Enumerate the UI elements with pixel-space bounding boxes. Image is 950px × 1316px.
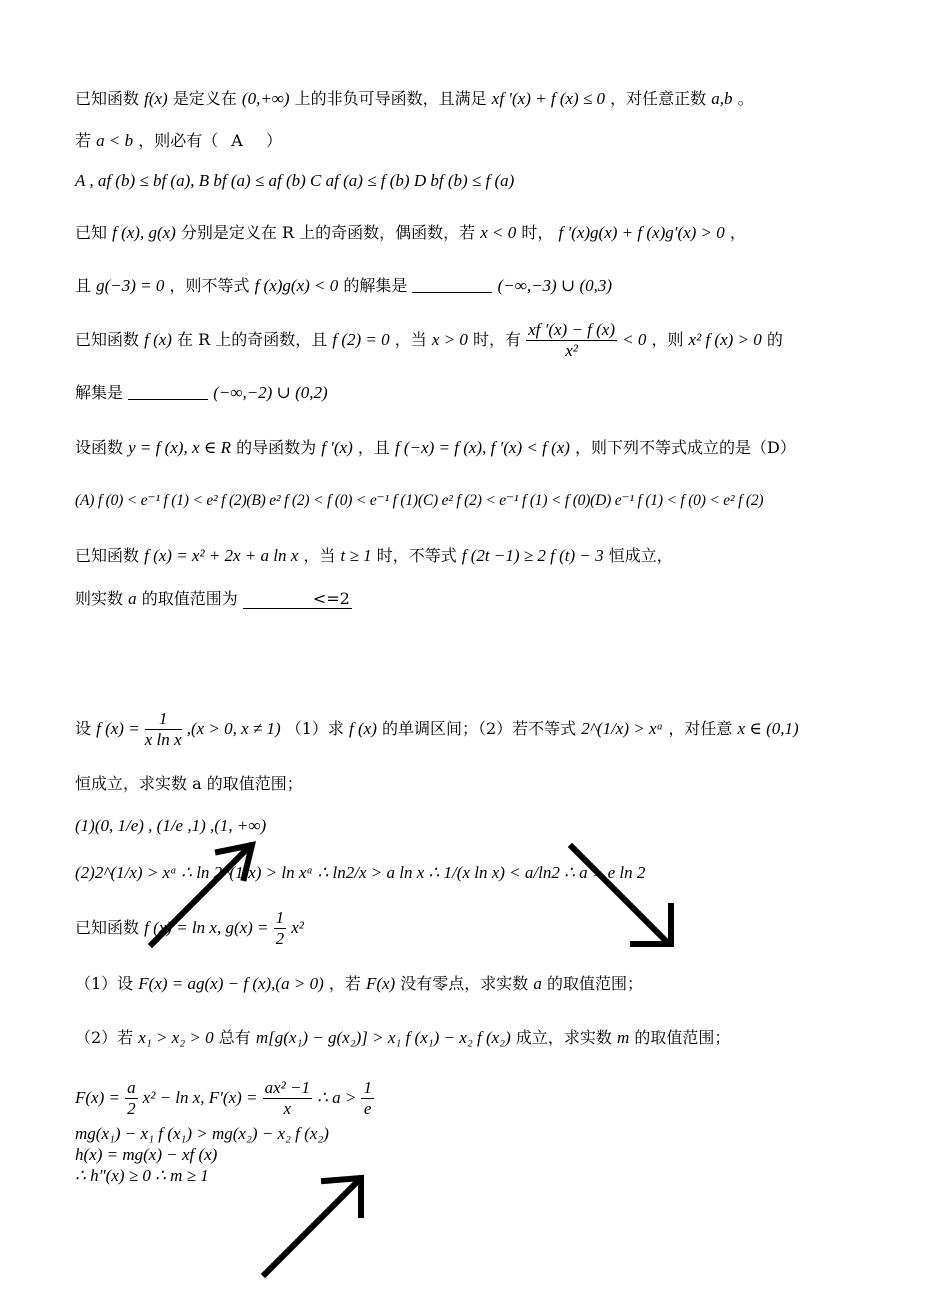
math: f (2) = 0 — [332, 330, 390, 349]
text: ， — [729, 223, 746, 242]
p7-solution2: mg(x₁) − x₁ f (x₁) > mg(x₂) − x₂ f (x₂) — [75, 1124, 329, 1143]
text: ，对任意正数 — [610, 89, 707, 108]
math: f ′(x)g(x) + f (x)g′(x) > 0 — [558, 223, 725, 242]
numerator: ax² −1 — [264, 1078, 310, 1097]
math: f (x) = — [96, 719, 140, 738]
denominator: x ln x — [144, 730, 182, 749]
math: y = f (x), x ∈ R — [128, 438, 231, 457]
math: f (x) = ln x, g(x) = — [144, 918, 269, 937]
math: g(−3) = 0 — [96, 276, 165, 295]
math: a — [533, 974, 542, 993]
p6-line2: 恒成立，求实数 a 的取值范围； — [75, 774, 303, 793]
p1-options: A , af (b) ≤ bf (a), B bf (a) ≤ af (b) C af (a) ≤ f (b) D bf (b) ≤ f (a) — [75, 171, 515, 190]
text: ，当 — [303, 546, 336, 565]
math: x² — [291, 918, 304, 937]
math: a,b — [711, 89, 733, 108]
text: ） — [265, 131, 282, 150]
text: 已知 — [75, 223, 108, 242]
text: 没有零点，求实数 — [400, 974, 529, 993]
text: （2）若 — [75, 1028, 134, 1047]
text: ，当 — [394, 330, 427, 349]
math: x² − ln x, F′(x) = — [142, 1088, 258, 1107]
math: < 0 — [622, 330, 647, 349]
math: xf ′(x) + f (x) ≤ 0 — [491, 89, 606, 108]
text: 时，有 — [472, 330, 521, 349]
text: 的导函数为 — [236, 438, 317, 457]
math: ,(x > 0, x ≠ 1) — [186, 719, 281, 738]
math: f (x) = x² + 2x + a ln x — [144, 546, 299, 565]
denominator: 2 — [127, 1099, 136, 1118]
math: t ≥ 1 — [340, 546, 372, 565]
math: ∴ a > — [317, 1088, 357, 1107]
text: 是定义在 — [172, 89, 237, 108]
math: x > 0 — [431, 330, 468, 349]
p7-solution3: h(x) = mg(x) − xf (x) — [75, 1145, 218, 1164]
text: 的解集是 — [343, 276, 408, 295]
text: 。 — [737, 89, 754, 108]
p6-solution2: (2)2^(1/x) > xᵃ ∴ ln 2^(1/x) > ln xᵃ ∴ ln2/x > a ln x ∴ 1/(x ln x) < a/ln2 ∴ a > e ln 2 — [75, 863, 646, 882]
math: f (2t −1) ≥ 2 f (t) − 3 — [461, 546, 604, 565]
text: 设函数 — [75, 438, 124, 457]
answer: A — [231, 131, 243, 150]
math: x < 0 — [480, 223, 517, 242]
text: ，则不等式 — [169, 276, 250, 295]
text: ，对任意 — [668, 719, 733, 738]
text: 若 — [75, 131, 92, 150]
text: 的取值范围； — [547, 974, 644, 993]
math: f (x) — [349, 719, 377, 738]
text: 的 — [766, 330, 783, 349]
answer: <=2 — [243, 589, 352, 609]
text: ，则必有（ — [138, 131, 219, 150]
text: （1）设 — [75, 974, 134, 993]
answer: (−∞,−3) ∪ (0,3) — [497, 276, 613, 295]
math: m — [616, 1028, 630, 1047]
math: a < b — [96, 131, 134, 150]
text: 的取值范围； — [634, 1028, 731, 1047]
math: f (x), g(x) — [112, 223, 176, 242]
math: (0,+∞) — [241, 89, 290, 108]
math: f(x) — [144, 89, 168, 108]
math: x₁ > x₂ > 0 — [138, 1028, 214, 1047]
math: x ∈ (0,1) — [737, 719, 799, 738]
numerator: a — [127, 1078, 136, 1097]
denominator: x² — [565, 341, 578, 360]
p7-solution4: ∴ h″(x) ≥ 0 ∴ m ≥ 1 — [75, 1166, 209, 1185]
text: 且 — [75, 276, 92, 295]
math: x² f (x) > 0 — [688, 330, 762, 349]
math: a — [128, 589, 137, 608]
math: F(x) = ag(x) − f (x),(a > 0) — [138, 974, 324, 993]
numerator: 1 — [275, 908, 285, 927]
math: f ′(x) — [321, 438, 353, 457]
text: 分别是定义在 R 上的奇函数，偶函数，若 — [180, 223, 476, 242]
numerator: 1 — [363, 1078, 372, 1097]
text: ，则 — [651, 330, 684, 349]
math: f (x)g(x) < 0 — [254, 276, 339, 295]
text: 时， — [521, 223, 554, 242]
text: 时，不等式 — [376, 546, 457, 565]
text: ，则下列不等式成立的是（D） — [575, 438, 796, 457]
text: 已知函数 — [75, 546, 140, 565]
math: F(x) — [365, 974, 396, 993]
denominator: x — [283, 1099, 292, 1118]
numerator: 1 — [145, 709, 182, 730]
text: 已知函数 — [75, 918, 140, 937]
math: F(x) = — [75, 1088, 120, 1107]
text: 上的非负可导函数，且满足 — [294, 89, 487, 108]
math: f (−x) = f (x), f ′(x) < f (x) — [394, 438, 570, 457]
text: 总有 — [218, 1028, 251, 1047]
numerator: xf ′(x) − f (x) — [528, 320, 616, 339]
text: 设 — [75, 719, 92, 738]
denominator: 2 — [275, 929, 285, 948]
answer: (−∞,−2) ∪ (0,2) — [213, 383, 328, 402]
denominator: e — [363, 1099, 372, 1118]
text: 恒成立， — [608, 546, 673, 565]
math: m[g(x₁) − g(x₂)] > x₁ f (x₁) − x₂ f (x₂) — [255, 1028, 511, 1047]
text: （1）求 — [285, 719, 344, 738]
p4-options: (A) f (0) < e⁻¹ f (1) < e² f (2)(B) e² f (2) < f (0) < e⁻¹ f (1)(C) e² f (2) < e⁻¹ f (1) < f (0)(D) e⁻¹ f (1) < f (0) < e² f (2) — [75, 492, 764, 509]
text: 的取值范围为 — [141, 589, 238, 608]
text: ，且 — [357, 438, 390, 457]
text: 成立，求实数 — [515, 1028, 612, 1047]
math: f (x) — [144, 330, 172, 349]
math: 2^(1/x) > xᵃ — [581, 719, 664, 738]
text: 在 R 上的奇函数，且 — [177, 330, 328, 349]
p6-solution1: (1)(0, 1/e) , (1/e ,1) ,(1, +∞) — [75, 816, 267, 835]
text: 的单调区间；（2）若不等式 — [381, 719, 577, 738]
text: ，若 — [328, 974, 361, 993]
text: 则实数 — [75, 589, 124, 608]
text: 已知函数 — [75, 330, 140, 349]
text: 已知函数 — [75, 89, 140, 108]
text: 解集是 — [75, 383, 124, 402]
